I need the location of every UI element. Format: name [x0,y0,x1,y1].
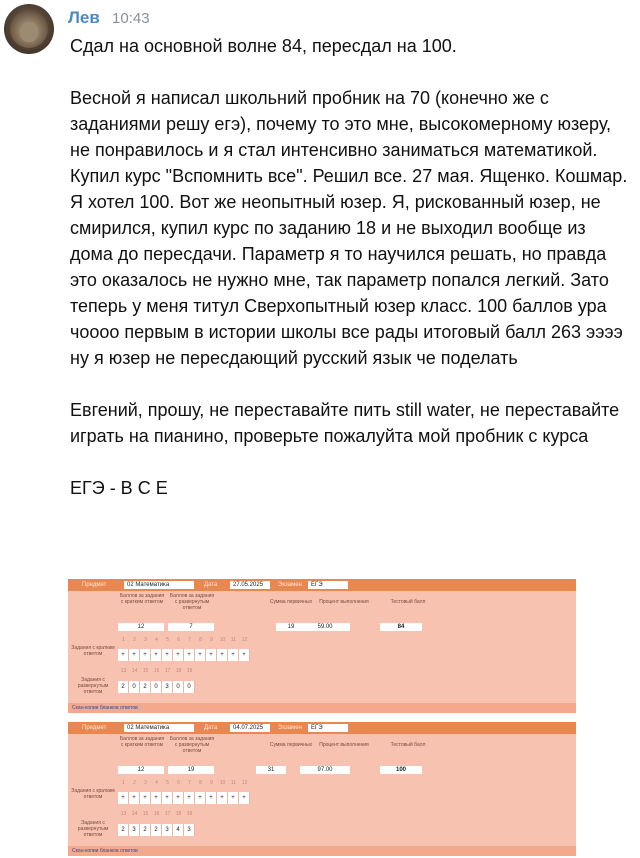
exam-result-card-2[interactable] [68,722,576,856]
task-mark-cell: 3 [162,824,173,836]
result-header [68,579,576,591]
task-mark-cell: 2 [118,681,129,693]
task-mark-cell: + [129,649,140,661]
task-number: 10 [219,637,226,643]
task-mark-cell: + [140,792,151,804]
long-task-numbers [118,811,195,817]
task-number: 14 [131,668,138,674]
task-mark-cell: + [173,649,184,661]
task-number: 2 [133,637,136,643]
subject-value: 02 Математика [124,581,194,589]
task-number: 17 [164,668,171,674]
message-paragraph-1: Сдал на основной волне 84, пересдал на 100. [70,36,457,56]
result-header [68,722,576,734]
scan-copies-link[interactable] [68,703,576,713]
message-text [70,33,632,501]
task-number: 10 [219,780,226,786]
short-points-value: 12 [118,766,164,774]
scan-copies-link[interactable] [68,846,576,856]
task-mark-cell: 2 [140,681,151,693]
long-task-numbers [118,668,195,674]
task-number: 12 [241,780,248,786]
task-mark-cell: 3 [129,824,140,836]
task-number: 6 [177,780,180,786]
exam-label: Экзамен [278,725,302,731]
task-number: 7 [188,780,191,786]
short-tasks-label: Задания с кратким ответом [71,645,115,657]
task-mark-cell: + [228,649,239,661]
test-score-value: 84 [380,623,422,631]
exam-value: ЕГЭ [308,581,348,589]
task-number: 13 [120,811,127,817]
task-mark-cell: + [228,792,239,804]
task-mark-cell: + [206,792,217,804]
task-number: 14 [131,811,138,817]
task-number: 18 [175,811,182,817]
task-number: 16 [153,811,160,817]
long-points-label: Баллов за задания с развернутым ответом [169,593,215,611]
scan-copies-label[interactable]: Скан-копии бланков ответов [72,705,138,711]
task-mark-cell: + [151,792,162,804]
task-number: 11 [230,637,237,643]
long-tasks-label: Задания с развернутым ответом [77,820,109,838]
task-number: 9 [210,780,213,786]
percent-value: 97.00 [300,766,350,774]
message-paragraph-3: Евгений, прошу, не переставайте пить still water, не переставайте играть на пианино, проверьте пожалуйта мой пробник с курса [70,400,620,446]
task-number: 11 [230,780,237,786]
task-mark-cell: 3 [162,681,173,693]
task-number: 2 [133,780,136,786]
task-mark-cell: + [140,649,151,661]
test-score-label: Тестовый балл [390,742,426,748]
task-mark-cell: 2 [118,824,129,836]
task-number: 4 [155,780,158,786]
test-score-label: Тестовый балл [390,599,426,605]
date-label: Дата [204,725,218,731]
task-number: 13 [120,668,127,674]
long-points-value: 19 [168,766,214,774]
task-number: 17 [164,811,171,817]
long-task-marks [118,824,195,836]
short-task-numbers [118,637,250,643]
short-points-label: Баллов за задания с кратким ответом [119,593,165,605]
short-task-numbers [118,780,250,786]
sender-name[interactable]: Лев [68,8,100,27]
task-mark-cell: 3 [184,824,195,836]
task-mark-cell: 0 [173,681,184,693]
task-mark-cell: 0 [184,681,195,693]
primary-sum-value: 19 [276,623,306,631]
subject-value: 02 Математика [124,724,194,732]
task-mark-cell: + [239,792,250,804]
task-number: 8 [199,780,202,786]
message-paragraph-2: Весной я написал школьний пробник на 70 (конечно же с заданиями решу егэ), почему то это мне, высокомерному юзеру, не понравилось и я стал интенсивно заниматься математикой. Купил курс "Вспомнить все". Решил все. 27 мая. Ященко. Кошмар. Я хотел 100. Вот же неопытный юзер. Я, рискованный юзер, не смирился, купил курс по заданию 18 и не выходил вообще из дома до пересдачи. Параметр я то научился решать, но правда это оказалось не нужно мне, так параметр попался легкий. Зато теперь у меня титул Сверхопытный юзер класс. 100 баллов ура чоооо первым в истории школы все рады итоговый балл 263 ээээ ну я юзер не пересдающий русский язык че поделать [70,88,628,368]
task-mark-cell: 0 [151,681,162,693]
task-number: 19 [186,811,193,817]
task-mark-cell: + [206,649,217,661]
task-number: 1 [122,780,125,786]
task-number: 4 [155,637,158,643]
task-number: 3 [144,780,147,786]
avatar[interactable] [4,4,54,54]
task-mark-cell: + [217,649,228,661]
task-mark-cell: + [162,649,173,661]
task-mark-cell: + [162,792,173,804]
task-mark-cell: + [118,649,129,661]
task-mark-cell: + [129,792,140,804]
primary-sum-label: Сумма первичных [269,599,313,605]
task-mark-cell: + [217,792,228,804]
percent-label: Процент выполнения [319,599,369,605]
short-tasks-label: Задания с кратким ответом [71,788,115,800]
long-points-label: Баллов за задания с развернутым ответом [169,736,215,754]
task-number: 6 [177,637,180,643]
task-number: 5 [166,780,169,786]
primary-sum-label: Сумма первичных [269,742,313,748]
short-task-marks [118,649,250,661]
task-mark-cell: 4 [173,824,184,836]
task-number: 8 [199,637,202,643]
task-mark-cell: 0 [129,681,140,693]
scan-copies-label[interactable]: Скан-копии бланков ответов [72,848,138,854]
task-mark-cell: + [239,649,250,661]
task-mark-cell: + [151,649,162,661]
task-number: 3 [144,637,147,643]
date-value: 27.05.2025 [230,581,270,589]
task-number: 16 [153,668,160,674]
task-mark-cell: + [184,649,195,661]
date-label: Дата [204,582,218,588]
message-time: 10:43 [112,10,150,27]
test-score-value: 100 [380,766,422,774]
task-mark-cell: + [195,792,206,804]
short-task-marks [118,792,250,804]
task-number: 15 [142,668,149,674]
subject-label: Предмет [82,582,107,588]
task-number: 9 [210,637,213,643]
task-number: 5 [166,637,169,643]
long-points-value: 7 [168,623,214,631]
message-paragraph-4: ЕГЭ - В С Е [70,478,168,498]
task-number: 1 [122,637,125,643]
date-value: 04.07.2025 [230,724,270,732]
long-task-marks [118,681,195,693]
task-number: 18 [175,668,182,674]
lion-face [20,22,38,42]
task-mark-cell: 2 [151,824,162,836]
subject-label: Предмет [82,725,107,731]
task-number: 12 [241,637,248,643]
percent-value: 59.00 [300,623,350,631]
task-number: 19 [186,668,193,674]
task-mark-cell: + [118,792,129,804]
task-mark-cell: + [195,649,206,661]
percent-label: Процент выполнения [319,742,369,748]
short-points-value: 12 [118,623,164,631]
task-mark-cell: + [184,792,195,804]
primary-sum-value: 31 [256,766,286,774]
task-mark-cell: 2 [140,824,151,836]
long-tasks-label: Задания с развернутым ответом [77,677,109,695]
short-points-label: Баллов за задания с кратким ответом [119,736,165,748]
exam-result-card-1[interactable] [68,579,576,713]
exam-value: ЕГЭ [308,724,348,732]
task-number: 7 [188,637,191,643]
task-mark-cell: + [173,792,184,804]
task-number: 15 [142,811,149,817]
exam-label: Экзамен [278,582,302,588]
